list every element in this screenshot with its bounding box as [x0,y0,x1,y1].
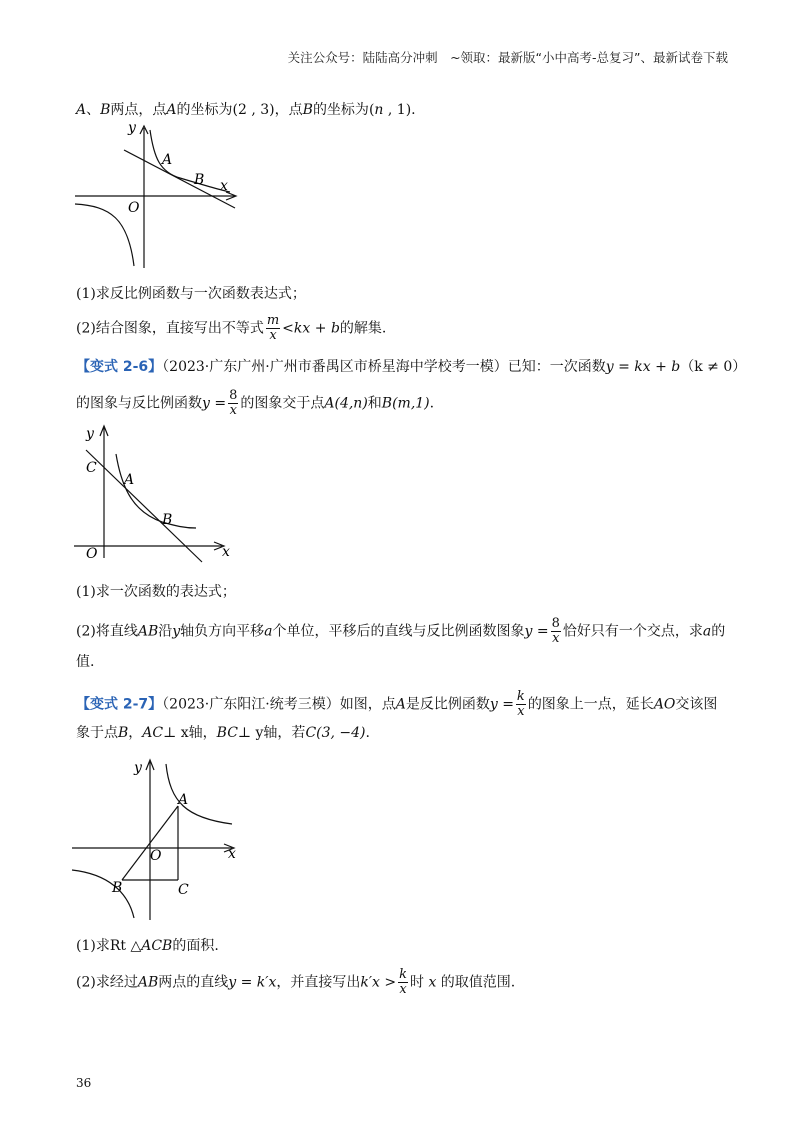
text: AB [137,623,159,640]
text: 轴负方向平移 [180,623,265,640]
text: A [395,696,406,713]
text: y = [524,623,549,640]
text: kx [293,320,311,337]
text: 个单位，平移后的直线与反比例函数图象 [272,623,525,640]
text: C(3, −4) [305,725,366,741]
text: ⊥ y轴，若 [237,725,306,741]
equation: y = kx + b [605,359,681,375]
text: 的取值范围. [436,974,516,991]
text: y [172,623,181,640]
text: ACB [141,938,173,954]
den: x [517,704,525,719]
label-a: A [124,472,135,488]
text: . [411,102,416,118]
q3-item-1 [76,936,219,956]
point-A: A(4,n) [324,395,368,412]
text: AO [653,696,676,713]
source: （2023·广东阳江·统考三模）如图，点 [162,696,396,713]
label-c: C [86,460,97,476]
text: 的解集. [339,320,387,337]
intro-line [76,100,416,120]
v27-line-2 [76,723,370,743]
text: 的图象上一点，延长 [527,696,654,713]
source: （2023·广东广州·广州市番禺区市桥星海中学校考一模）已知：一次函数 [162,359,606,375]
text: a [702,623,712,640]
variant-tag: 【变式 2-6】 [76,359,163,375]
num: 8 [229,388,238,403]
den: x [229,403,237,418]
text: (2)结合图象，直接写出不等式 [76,320,264,337]
den: x [552,631,560,646]
text: Rt △ [109,938,142,954]
text: 和 [367,395,382,412]
page-header: 关注公众号：陆陆高分冲刺 ~领取：最新版“小中高考-总复习”、最新试卷下载 [287,50,728,65]
text: BC [216,725,238,741]
label-b: B [162,512,173,528]
fraction-8-x [228,389,238,418]
point-B: B(m,1) [381,395,430,412]
text: 的 [711,623,726,640]
hyperbola-q1 [166,764,232,824]
q2-item-1: (1)求一次函数的表达式； [76,584,236,600]
q2-item-2-cont: 值. [76,654,95,670]
label-x: x [220,178,228,194]
text: . [365,725,370,741]
text: 恰好只有一个交点，求 [562,623,703,640]
v27-line-1 [76,690,717,719]
text-A: A [76,102,87,118]
q1-item-1: (1)求反比例函数与一次函数表达式； [76,286,306,302]
label-x: x [222,544,230,560]
text: , 1) [383,102,412,118]
text: y = [489,696,514,713]
line-AB [124,150,235,208]
v26-line-1 [76,357,746,377]
text: 、 [86,102,101,118]
text: ⊥ x轴， [163,725,217,741]
text: AC [142,725,164,741]
text-B: B [302,102,313,118]
text: 是反比例函数 [405,696,490,713]
text: ， [128,725,143,741]
label-x: x [228,846,236,862]
v26-line-2 [76,389,434,418]
label-b: B [112,880,123,896]
label-y: y [128,120,136,136]
label-o: O [150,848,162,864]
text-n: n [374,102,384,118]
condition: （k ≠ 0） [680,359,747,375]
label-y: y [134,760,142,776]
label-o: O [128,200,140,216]
label-b: B [194,172,205,188]
figure-1-graph [70,118,250,276]
text: k′x > [360,974,397,991]
num: k [399,967,407,982]
fraction-m-x [266,314,280,343]
text: y = [202,395,227,412]
label-y: y [86,426,94,442]
text: ( [368,102,375,118]
text: 的图象交于点 [240,395,325,412]
coord-A: (2 , 3) [232,102,275,118]
text: (2)求经过 [76,974,138,991]
fraction-k-x [516,690,526,719]
figure-3-graph [70,752,250,924]
text: y = k′x [228,974,277,991]
text: a [264,623,273,640]
den: x [269,328,277,343]
label-a: A [162,152,173,168]
text-A: A [166,102,177,118]
text: B [118,725,129,741]
fraction-8-x [551,617,561,646]
hyperbola-q3 [75,204,134,266]
q1-item-2 [76,314,386,343]
text: (1)求 [76,938,110,954]
num: m [266,313,280,328]
text: + [310,320,331,337]
text: x [428,974,437,991]
text: . [429,395,435,412]
variant-tag: 【变式 2-7】 [76,696,163,713]
text: (2)将直线 [76,623,138,640]
text: 交该图 [675,696,718,713]
figure-2-graph [72,420,242,565]
den: x [399,982,407,997]
label-a: A [178,792,189,808]
text: 两点的直线 [158,974,229,991]
text: ，点 [274,102,303,118]
q3-item-2 [76,968,515,997]
text: 的面积. [172,938,219,954]
text: 的坐标为 [176,102,233,118]
text: < [282,320,294,337]
text: ，并直接写出 [276,974,361,991]
text: 两点，点 [110,102,167,118]
label-o: O [86,546,98,562]
num: 8 [551,616,560,631]
text: AB [137,974,159,991]
label-c: C [178,882,189,898]
text: 时 [410,974,429,991]
q2-item-2 [76,617,725,646]
num: k [516,689,525,704]
text: 象于点 [76,725,118,741]
text: 的图象与反比例函数 [76,395,202,412]
fraction-k-x [398,968,408,997]
text: 沿 [158,623,173,640]
text: b [330,320,340,337]
text: 的坐标为 [312,102,369,118]
text-B: B [100,102,111,118]
page-number: 36 [76,1076,92,1090]
